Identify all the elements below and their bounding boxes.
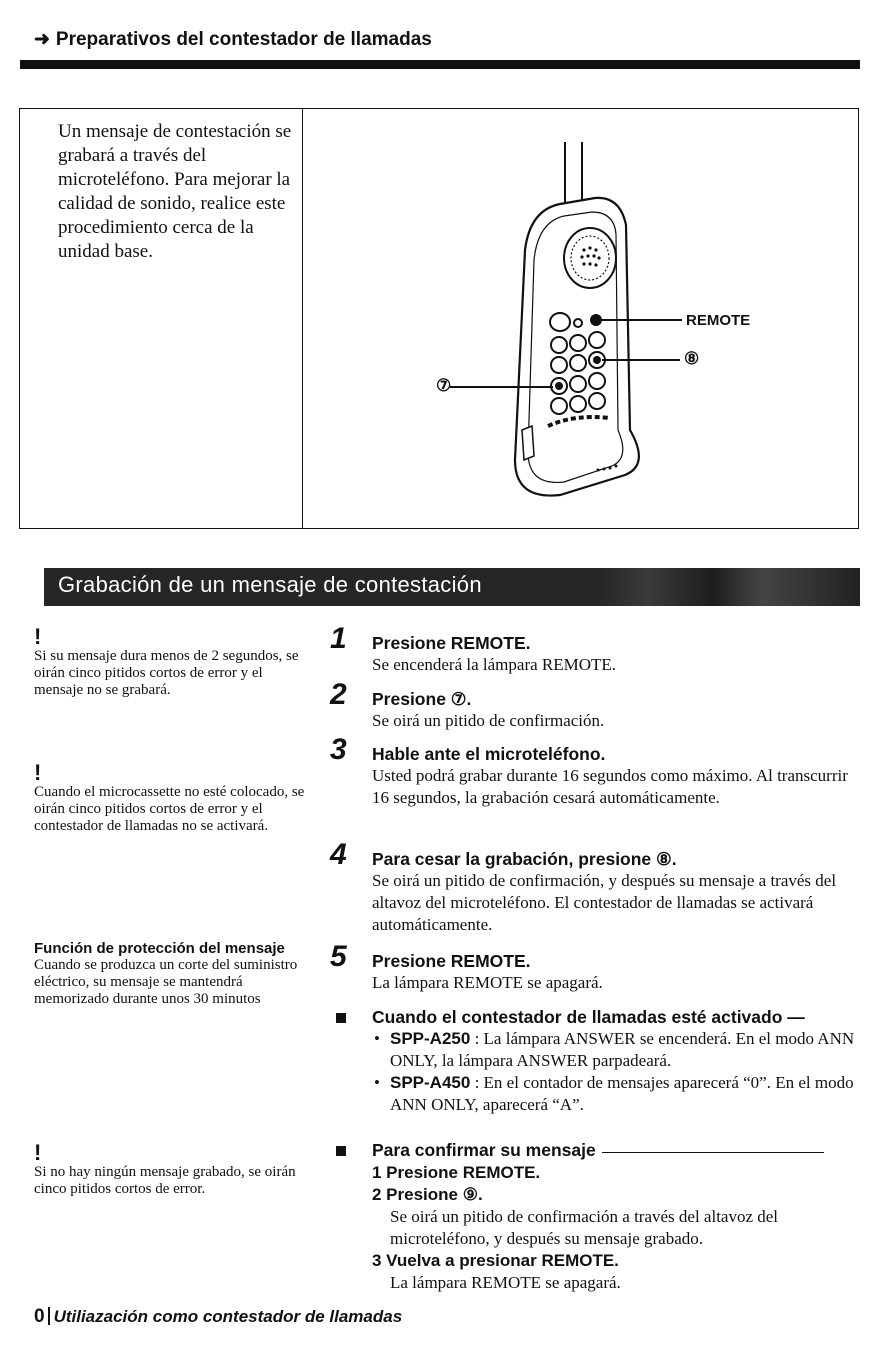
step-heading: Para cesar la grabación, presione ⑧. bbox=[372, 849, 677, 869]
step-heading: Presione REMOTE. bbox=[372, 633, 531, 653]
step-heading: Presione ⑦. bbox=[372, 689, 472, 709]
step-heading: Presione REMOTE. bbox=[372, 951, 531, 971]
model-name: SPP-A250 bbox=[390, 1029, 471, 1048]
step-number: 2 bbox=[330, 678, 347, 711]
note-text: Cuando se produzca un corte del suministro eléctrico, su mensaje se mantendrá memorizado durante unos 30 minutos bbox=[34, 957, 298, 1007]
note-2 bbox=[34, 762, 309, 835]
note-heading: Función de protección del mensaje bbox=[34, 940, 285, 957]
square-bullet-icon bbox=[336, 1146, 346, 1156]
step-number: 1 bbox=[330, 622, 347, 655]
confirm-sub-3-text: La lámpara REMOTE se apagará. bbox=[390, 1273, 621, 1292]
header-rule bbox=[20, 60, 860, 69]
step-heading: Hable ante el microteléfono. bbox=[372, 744, 606, 764]
note-text: Si su mensaje dura menos de 2 segundos, se oirán cinco pitidos cortos de error y el mensaje no se grabará. bbox=[34, 648, 299, 698]
heading-rule bbox=[602, 1152, 824, 1153]
confirm-sub-2-text: Se oirá un pitido de confirmación a través del altavoz del microteléfono, y después su mensaje grabado. bbox=[390, 1207, 779, 1248]
note-1 bbox=[34, 626, 309, 699]
confirm-heading: Para confirmar su mensaje bbox=[372, 1140, 596, 1160]
caution-icon: ! bbox=[34, 760, 42, 785]
confirm-sub-3: 3 Vuelva a presionar REMOTE. bbox=[372, 1251, 619, 1270]
handset-illustration bbox=[320, 130, 840, 520]
confirm-sub-1: 1 Presione REMOTE. bbox=[372, 1163, 541, 1182]
model-text: : La lámpara ANSWER se encenderá. En el modo ANN ONLY, la lámpara ANSWER parpadeará. bbox=[390, 1029, 855, 1070]
callout-button-8: ⑧ bbox=[684, 349, 700, 368]
square-bullet-icon bbox=[336, 1013, 346, 1023]
step-text: Se oirá un pitido de confirmación, y después su mensaje a través del altavoz del microteléfono. El contestador de llamadas se activará automáticamente. bbox=[372, 871, 837, 934]
callout-button-7: ⑦ bbox=[436, 376, 452, 395]
figure-box-divider bbox=[302, 108, 303, 529]
step-number: 4 bbox=[330, 838, 347, 871]
model-text: : En el contador de mensajes aparecerá “0”. En el modo ANN ONLY, aparecerá “A”. bbox=[390, 1073, 854, 1114]
activated-block bbox=[372, 1006, 862, 1116]
confirm-sub-2: 2 Presione ⑨. bbox=[372, 1185, 483, 1204]
step-text: Usted podrá grabar durante 16 segundos como máximo. Al transcurrir 16 segundos, la grabación cesará automáticamente. bbox=[372, 766, 848, 807]
step-number: 5 bbox=[330, 940, 347, 973]
note-3 bbox=[34, 1142, 309, 1198]
step-text: Se encenderá la lámpara REMOTE. bbox=[372, 655, 617, 674]
step-1 bbox=[372, 632, 862, 676]
page-header bbox=[34, 28, 432, 51]
callout-remote: REMOTE bbox=[686, 312, 751, 329]
page-number: 0 bbox=[34, 1306, 45, 1327]
arrow-right-icon: ➜ bbox=[34, 29, 50, 50]
step-5 bbox=[372, 950, 862, 994]
activated-item bbox=[372, 1072, 862, 1116]
note-protection bbox=[34, 940, 309, 1008]
confirm-block bbox=[372, 1139, 862, 1294]
note-text: Si no hay ningún mensaje grabado, se oirán cinco pitidos cortos de error. bbox=[34, 1164, 296, 1197]
step-number: 3 bbox=[330, 733, 347, 766]
activated-heading: Cuando el contestador de llamadas esté activado — bbox=[372, 1007, 805, 1027]
intro-text: Un mensaje de contestación se grabará a través del microteléfono. Para mejorar la calidad de sonido, realice este procedimiento cerca de la unidad base. bbox=[58, 121, 292, 262]
caution-icon: ! bbox=[34, 624, 42, 649]
step-text: Se oirá un pitido de confirmación. bbox=[372, 711, 605, 730]
step-4 bbox=[372, 848, 862, 936]
model-name: SPP-A450 bbox=[390, 1073, 471, 1092]
note-text: Cuando el microcassette no esté colocado, se oirán cinco pitidos cortos de error y el contestador de llamadas no se activará. bbox=[34, 784, 305, 834]
activated-item bbox=[372, 1028, 862, 1072]
step-2 bbox=[372, 688, 862, 732]
footer-divider bbox=[48, 1307, 50, 1325]
caution-icon: ! bbox=[34, 1140, 42, 1165]
section-title: Grabación de un mensaje de contestación bbox=[58, 572, 482, 597]
footer-title: Utiliazación como contestador de llamadas bbox=[53, 1307, 403, 1326]
header-title: Preparativos del contestador de llamadas bbox=[55, 29, 432, 50]
step-3 bbox=[372, 743, 862, 809]
page-footer bbox=[34, 1306, 402, 1328]
step-text: La lámpara REMOTE se apagará. bbox=[372, 973, 603, 992]
